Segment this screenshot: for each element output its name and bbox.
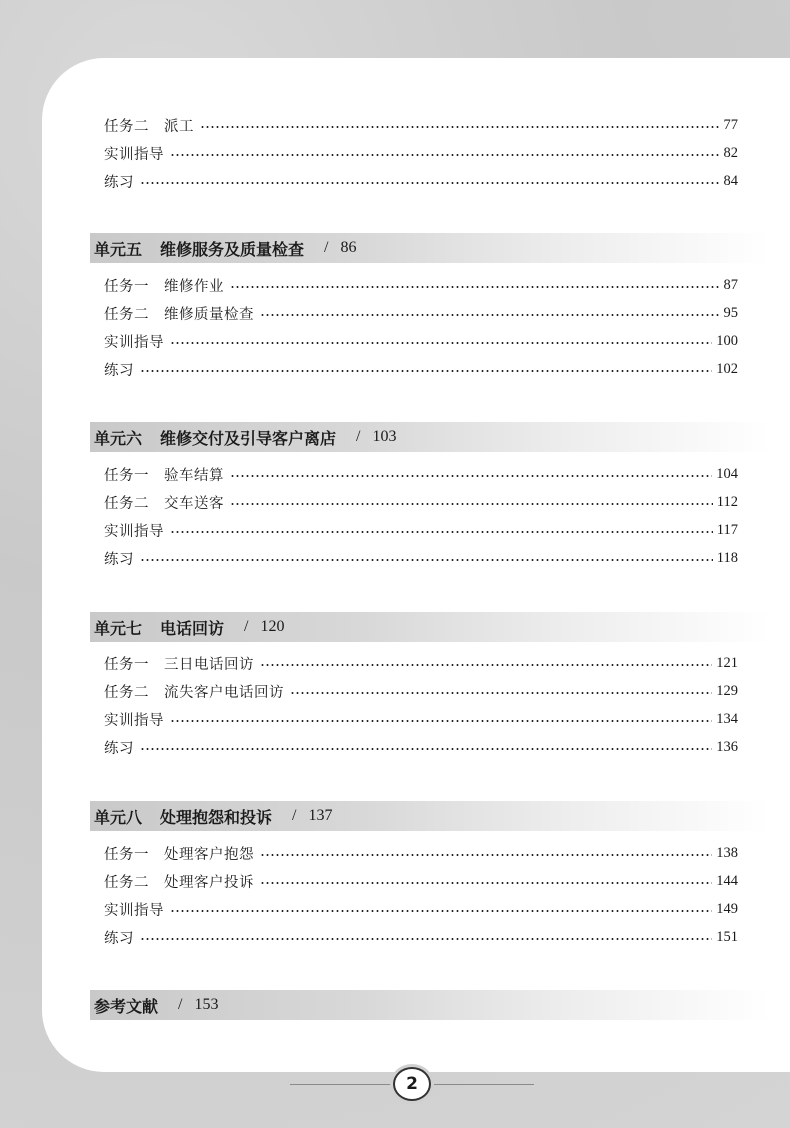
leader-dots: [200, 126, 720, 128]
toc-entry-page: 84: [723, 172, 738, 189]
toc-entry-label: 实训指导: [104, 902, 164, 919]
unit-page: 86: [340, 239, 357, 256]
toc-entry[interactable]: [104, 358, 738, 380]
unit-number: 单元七: [94, 618, 143, 638]
leader-dots: [170, 910, 712, 912]
toc-entry[interactable]: [104, 898, 738, 920]
leader-dots: [170, 531, 713, 533]
unit-slash: /: [356, 428, 361, 445]
toc-entry[interactable]: [104, 870, 738, 892]
page-number-badge: 2: [393, 1067, 431, 1101]
toc-entry-page: 100: [716, 332, 738, 349]
unit-number: 单元五: [94, 239, 143, 259]
leader-dots: [140, 748, 712, 750]
leader-dots: [170, 720, 712, 722]
toc-entry[interactable]: [104, 680, 738, 702]
unit-page: 137: [308, 807, 333, 824]
leader-dots: [170, 154, 720, 156]
unit-heading-8[interactable]: [90, 801, 770, 831]
toc-entry[interactable]: [104, 547, 738, 569]
footer-rule-right: [434, 1084, 534, 1085]
leader-dots: [140, 182, 720, 184]
toc-entry[interactable]: [104, 302, 738, 324]
toc-entry-label: 实训指导: [104, 712, 164, 729]
unit-page: 103: [372, 428, 397, 445]
unit-number: 单元八: [94, 807, 143, 827]
toc-entry[interactable]: [104, 736, 738, 758]
toc-entry-label: 任务一 三日电话回访: [104, 656, 254, 673]
toc-entry-page: 144: [716, 872, 738, 889]
toc-entry[interactable]: [104, 842, 738, 864]
toc-entry-label: 实训指导: [104, 523, 164, 540]
references-slash: /: [178, 996, 183, 1013]
toc-entry-label: 任务二 维修质量检查: [104, 306, 254, 323]
toc-entry-label: 实训指导: [104, 146, 164, 163]
toc-entry-label: 任务二 派工: [104, 118, 194, 135]
leader-dots: [260, 314, 720, 316]
toc-entry[interactable]: [104, 708, 738, 730]
leader-dots: [140, 938, 712, 940]
unit-slash: /: [244, 618, 249, 635]
toc-entry-page: 118: [716, 549, 738, 566]
toc-entry-label: 练习: [104, 930, 134, 947]
toc-entry-page: 102: [716, 360, 738, 377]
leader-dots: [230, 286, 720, 288]
toc-entry-label: 练习: [104, 362, 134, 379]
references-title: 参考文献: [94, 996, 159, 1016]
leader-dots: [170, 342, 712, 344]
toc-entry-label: 任务二 流失客户电话回访: [104, 684, 284, 701]
toc-entry[interactable]: [104, 274, 738, 296]
toc-entry[interactable]: [104, 491, 738, 513]
toc-entry[interactable]: [104, 330, 738, 352]
toc-entry-label: 练习: [104, 174, 134, 191]
toc-entry[interactable]: [104, 170, 738, 192]
leader-dots: [260, 854, 712, 856]
toc-entry-page: 104: [716, 465, 738, 482]
toc-entry-page: 129: [716, 682, 738, 699]
toc-entry-label: 任务一 处理客户抱怨: [104, 846, 254, 863]
toc-entry-page: 82: [723, 144, 738, 161]
toc-entry-label: 练习: [104, 551, 134, 568]
toc-entry-page: 77: [723, 116, 738, 133]
leader-dots: [140, 370, 712, 372]
toc-entry-page: 136: [716, 738, 738, 755]
references-heading[interactable]: [90, 990, 770, 1020]
toc-entry[interactable]: [104, 142, 738, 164]
toc-entry[interactable]: [104, 652, 738, 674]
leader-dots: [290, 692, 712, 694]
toc-entry-label: 实训指导: [104, 334, 164, 351]
unit-slash: /: [292, 807, 297, 824]
toc-entry[interactable]: [104, 926, 738, 948]
leader-dots: [230, 475, 712, 477]
unit-title: 维修交付及引导客户离店: [160, 428, 337, 448]
leader-dots: [260, 882, 712, 884]
toc-entry-page: 121: [716, 654, 738, 671]
toc-entry-label: 任务二 处理客户投诉: [104, 874, 254, 891]
toc-entry-label: 任务一 维修作业: [104, 278, 224, 295]
toc-entry-page: 117: [716, 521, 738, 538]
unit-slash: /: [324, 239, 329, 256]
unit-number: 单元六: [94, 428, 143, 448]
toc-entry-page: 87: [723, 276, 738, 293]
unit-title: 电话回访: [160, 618, 225, 638]
unit-title: 处理抱怨和投诉: [160, 807, 273, 827]
toc-entry[interactable]: [104, 463, 738, 485]
toc-entry-page: 134: [716, 710, 738, 727]
leader-dots: [230, 503, 713, 505]
toc-entry[interactable]: [104, 519, 738, 541]
references-page: 153: [194, 996, 219, 1013]
leader-dots: [260, 664, 712, 666]
footer-rule-left: [290, 1084, 392, 1085]
toc-entry-page: 149: [716, 900, 738, 917]
toc-entry-label: 练习: [104, 740, 134, 757]
unit-title: 维修服务及质量检查: [160, 239, 305, 259]
leader-dots: [140, 559, 713, 561]
unit-page: 120: [260, 618, 285, 635]
unit-heading-5[interactable]: [90, 233, 770, 263]
unit-heading-7[interactable]: [90, 612, 770, 642]
toc-entry-page: 151: [716, 928, 738, 945]
unit-heading-6[interactable]: [90, 422, 770, 452]
toc-entry-page: 95: [723, 304, 738, 321]
toc-entry-page: 138: [716, 844, 738, 861]
toc-entry-page: 112: [716, 493, 738, 510]
toc-entry-label: 任务一 验车结算: [104, 467, 224, 484]
toc-entry[interactable]: [104, 114, 738, 136]
toc-entry-label: 任务二 交车送客: [104, 495, 224, 512]
